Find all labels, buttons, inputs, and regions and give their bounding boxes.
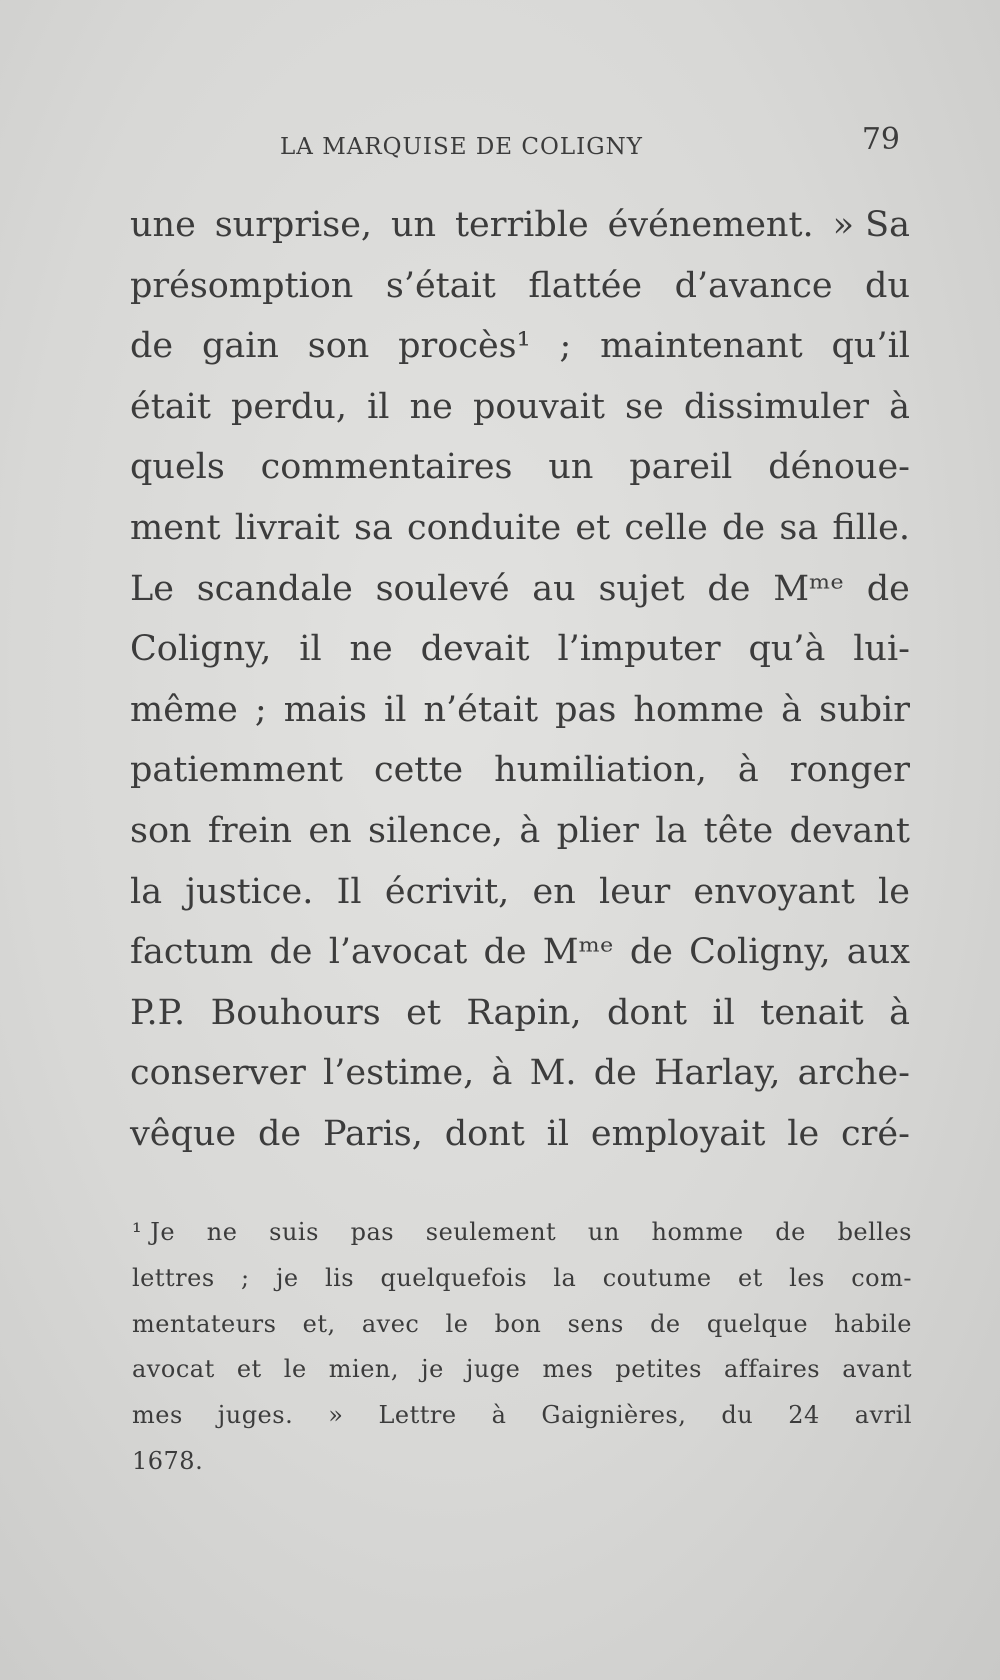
- text-line: [130, 377, 910, 438]
- word: arche-: [797, 1053, 910, 1094]
- word: il: [384, 689, 407, 730]
- word: le: [445, 1309, 469, 1338]
- word: avec: [361, 1309, 420, 1338]
- word: livrait: [234, 507, 340, 548]
- word: » Sa: [832, 205, 910, 245]
- text-line: [130, 195, 910, 256]
- word: factum: [130, 932, 254, 973]
- word: lettres: [132, 1263, 215, 1292]
- word: n’était: [423, 689, 539, 730]
- word: Mᵐᵉ: [773, 568, 845, 609]
- word: Coligny,: [689, 932, 831, 973]
- word: ronger: [789, 750, 910, 791]
- word: pareil: [629, 447, 733, 488]
- word: à: [491, 1401, 507, 1430]
- page-number: 79: [861, 122, 900, 157]
- word: un: [548, 447, 594, 488]
- word: je: [421, 1355, 444, 1384]
- word: se: [625, 386, 664, 427]
- word: homme: [633, 689, 765, 730]
- word: de: [629, 932, 673, 973]
- word: belles: [837, 1218, 912, 1246]
- word: quels: [130, 447, 225, 488]
- word: pouvait: [472, 386, 605, 427]
- word: la: [553, 1263, 577, 1292]
- word: Mᵐᵉ: [542, 932, 614, 973]
- word: mes: [542, 1355, 594, 1384]
- word: surprise,: [214, 205, 373, 245]
- word: de: [707, 568, 751, 609]
- word: Paris,: [323, 1113, 423, 1154]
- text-line: [130, 437, 910, 498]
- word: 1678.: [132, 1446, 204, 1475]
- word: de: [722, 507, 766, 548]
- word: plier: [556, 810, 639, 851]
- word: de: [866, 568, 910, 609]
- word: sa: [353, 507, 393, 548]
- word: terrible: [454, 205, 589, 245]
- word: 24: [788, 1401, 820, 1430]
- word: il: [299, 629, 322, 670]
- body-text: [130, 195, 910, 1165]
- footnote-line: [132, 1256, 912, 1302]
- word: le: [283, 1355, 307, 1384]
- word: suis: [269, 1218, 319, 1246]
- word: flattée: [528, 265, 643, 306]
- word: tenait: [760, 992, 864, 1033]
- word: la: [130, 871, 163, 912]
- word: humiliation,: [494, 750, 707, 791]
- footnote-line: [132, 1347, 912, 1393]
- word: et: [406, 992, 441, 1033]
- text-line: [130, 1104, 910, 1165]
- word: employait: [590, 1113, 766, 1154]
- word: sens: [567, 1309, 624, 1338]
- word: petites: [615, 1355, 702, 1384]
- word: avocat: [132, 1355, 215, 1384]
- word: bon: [494, 1309, 542, 1338]
- word: cré-: [841, 1113, 910, 1154]
- word: de: [593, 1053, 637, 1094]
- word: vêque: [130, 1113, 237, 1154]
- word: quelquefois: [380, 1263, 528, 1292]
- word: devant: [789, 810, 910, 851]
- word: et,: [302, 1309, 336, 1338]
- word: dissimuler: [683, 386, 869, 427]
- text-line: [130, 1043, 910, 1104]
- word: coutume: [602, 1263, 712, 1292]
- word: en: [308, 810, 352, 851]
- word: conserver: [130, 1053, 306, 1094]
- word: il: [367, 386, 390, 427]
- word: le: [787, 1113, 820, 1154]
- text-line: [130, 862, 910, 923]
- word: silence,: [368, 810, 504, 851]
- word: fille.: [832, 507, 910, 548]
- word: au: [532, 568, 576, 609]
- word: homme: [651, 1218, 744, 1246]
- word: pas: [350, 1218, 395, 1246]
- text-line: [130, 316, 910, 377]
- word: Rapin,: [466, 992, 582, 1033]
- text-line: [130, 256, 910, 317]
- footnote-line: [132, 1210, 912, 1256]
- word: et: [236, 1355, 262, 1384]
- word: juge: [465, 1355, 521, 1384]
- word: avril: [854, 1401, 912, 1430]
- word: tête: [703, 810, 774, 851]
- footnotes: [132, 1210, 912, 1485]
- word: Il: [336, 871, 362, 912]
- word: perdu,: [231, 386, 347, 427]
- word: maintenant: [600, 326, 803, 367]
- word: soulevé: [375, 568, 510, 609]
- word: frein: [207, 810, 293, 851]
- word: ;: [559, 326, 572, 367]
- word: présomption: [130, 265, 354, 306]
- word: dénoue-: [768, 447, 910, 488]
- word: la: [655, 810, 688, 851]
- word: du: [721, 1401, 754, 1430]
- word: à: [519, 810, 541, 851]
- word: avant: [842, 1355, 912, 1384]
- word: de: [775, 1218, 806, 1246]
- word: patiemment: [130, 750, 343, 791]
- word: quelque: [706, 1309, 809, 1338]
- word: pas: [555, 689, 617, 730]
- word: affaires: [724, 1355, 821, 1384]
- word: de: [483, 932, 527, 973]
- word: scandale: [196, 568, 353, 609]
- text-line: [130, 740, 910, 801]
- word: cette: [373, 750, 464, 791]
- word: qu’il: [831, 326, 910, 367]
- word: il: [546, 1113, 570, 1154]
- text-line: [130, 922, 910, 983]
- word: habile: [834, 1309, 912, 1338]
- word: ment: [130, 507, 221, 548]
- word: un: [390, 205, 437, 245]
- word: d’avance: [674, 265, 833, 306]
- word: Le: [130, 568, 174, 609]
- word: qu’à: [748, 629, 826, 670]
- word: gain: [201, 326, 279, 367]
- word: commentaires: [260, 447, 513, 488]
- word: seulement: [425, 1218, 557, 1246]
- word: mes: [132, 1401, 183, 1430]
- word: en: [532, 871, 576, 912]
- word: événement.: [607, 205, 814, 245]
- word: à: [781, 689, 803, 730]
- word: même: [130, 689, 238, 730]
- word: était: [130, 386, 211, 427]
- word: dont: [607, 992, 688, 1033]
- text-line: [130, 559, 910, 620]
- word: de: [269, 932, 313, 973]
- word: à: [737, 750, 759, 791]
- word: de: [258, 1113, 302, 1154]
- word: justice.: [185, 871, 314, 912]
- word: com-: [851, 1263, 912, 1292]
- running-title: LA MARQUISE DE COLIGNY: [280, 134, 643, 160]
- word: le: [878, 871, 910, 912]
- text-line: [130, 619, 910, 680]
- word: »: [328, 1401, 344, 1430]
- word: sujet: [598, 568, 685, 609]
- word: juges.: [217, 1401, 294, 1430]
- word: mentateurs: [132, 1309, 277, 1338]
- word: je: [275, 1263, 299, 1292]
- word: écrivit,: [384, 871, 510, 912]
- word: ne: [206, 1218, 238, 1246]
- word: ;: [254, 689, 267, 730]
- word: M.: [529, 1053, 577, 1094]
- word: une: [130, 205, 196, 245]
- word: du: [865, 265, 910, 306]
- word: envoyant: [693, 871, 855, 912]
- word: Harlay,: [654, 1053, 781, 1094]
- word: devait: [420, 629, 530, 670]
- word: ne: [349, 629, 393, 670]
- word: il: [712, 992, 735, 1033]
- word: son: [130, 810, 192, 851]
- word: Bouhours: [210, 992, 381, 1033]
- footnote-line: [132, 1393, 912, 1439]
- word: Gaignières,: [541, 1401, 687, 1430]
- word: un: [587, 1218, 620, 1246]
- text-line: [130, 680, 910, 741]
- word: à: [491, 1053, 513, 1094]
- word: Coligny,: [130, 629, 272, 670]
- word: dont: [444, 1113, 525, 1154]
- word: et: [737, 1263, 763, 1292]
- footnote-line: [132, 1302, 912, 1348]
- word: aux: [846, 932, 910, 973]
- word: l’estime,: [323, 1053, 475, 1094]
- text-line: [130, 983, 910, 1044]
- text-line: [130, 498, 910, 559]
- word: lui-: [853, 629, 910, 670]
- word: ne: [409, 386, 453, 427]
- word: procès¹: [398, 326, 531, 367]
- word: Lettre: [378, 1401, 457, 1430]
- word: de: [130, 326, 174, 367]
- footnote-line: [132, 1439, 912, 1485]
- word: l’imputer: [557, 629, 721, 670]
- word: son: [307, 326, 370, 367]
- word: celle: [624, 507, 708, 548]
- word: ;: [241, 1263, 250, 1292]
- word: les: [789, 1263, 825, 1292]
- word: et: [575, 507, 611, 548]
- running-head: [130, 122, 900, 162]
- word: à: [889, 992, 910, 1033]
- word: P.P.: [130, 992, 186, 1033]
- word: ¹ Je: [132, 1218, 176, 1246]
- word: mien,: [328, 1355, 400, 1384]
- word: mais: [283, 689, 367, 730]
- word: sa: [779, 507, 819, 548]
- word: conduite: [407, 507, 562, 548]
- word: de: [650, 1309, 681, 1338]
- word: subir: [819, 689, 910, 730]
- word: lis: [324, 1263, 355, 1292]
- word: à: [889, 386, 910, 427]
- word: s’était: [385, 265, 496, 306]
- word: l’avocat: [328, 932, 468, 973]
- word: leur: [599, 871, 671, 912]
- text-line: [130, 801, 910, 862]
